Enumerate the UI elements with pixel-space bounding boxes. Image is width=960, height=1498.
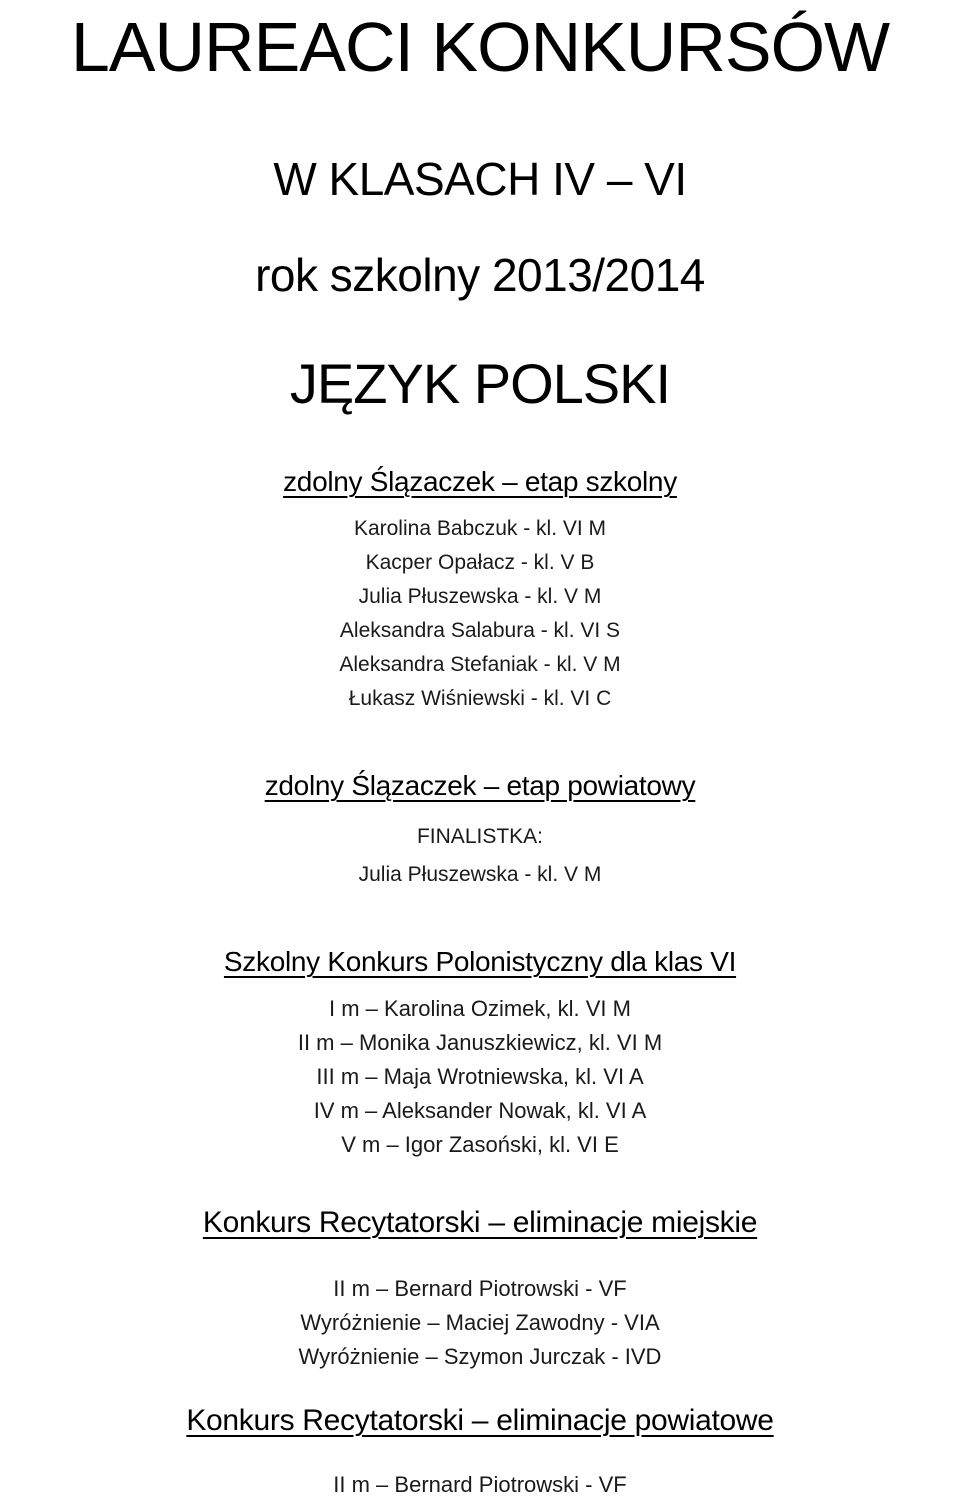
list-item: IV m – Aleksander Nowak, kl. VI A <box>313 1098 647 1123</box>
list-item: I m – Karolina Ozimek, kl. VI M <box>329 996 631 1021</box>
school-year-subtitle: rok szkolny 2013/2014 <box>255 249 705 301</box>
list-item: V m – Igor Zasoński, kl. VI E <box>341 1132 619 1157</box>
list-item: II m – Monika Januszkiewicz, kl. VI M <box>297 1030 663 1055</box>
list-item: Wyróżnienie – Maciej Zawodny - VIA <box>300 1310 660 1335</box>
list-item: III m – Maja Wrotniewska, kl. VI A <box>316 1064 644 1089</box>
list-item: II m – Bernard Piotrowski - VF <box>333 1276 627 1301</box>
list-item: Aleksandra Stefaniak - kl. V M <box>339 653 621 676</box>
list-item: Karolina Babczuk - kl. VI M <box>353 517 607 540</box>
list-item: II m – Bernard Piotrowski - VF <box>333 1472 627 1497</box>
finalist-label: FINALISTKA: <box>416 825 544 848</box>
page-title: LAUREACI KONKURSÓW <box>70 8 890 86</box>
section-heading-polonistic-contest: Szkolny Konkurs Polonistyczny dla klas VI <box>223 946 737 977</box>
list-item: Wyróżnienie – Szymon Jurczak - IVD <box>298 1344 662 1369</box>
classes-subtitle: W KLASACH IV – VI <box>273 153 687 205</box>
section-heading-district-stage: zdolny Ślązaczek – etap powiatowy <box>264 770 696 801</box>
list-item: Łukasz Wiśniewski - kl. VI C <box>348 687 612 710</box>
subject-heading: JĘZYK POLSKI <box>289 352 671 415</box>
list-item: Julia Płuszewska - kl. V M <box>358 585 602 608</box>
list-item: Aleksandra Salabura - kl. VI S <box>339 619 621 642</box>
list-item: Kacper Opałacz - kl. V B <box>365 551 595 574</box>
section-heading-school-stage: zdolny Ślązaczek – etap szkolny <box>283 466 677 497</box>
section-heading-recitation-district: Konkurs Recytatorski – eliminacje powiatowe <box>186 1404 774 1437</box>
list-item: Julia Płuszewska - kl. V M <box>358 863 602 886</box>
section-heading-recitation-city: Konkurs Recytatorski – eliminacje miejskie <box>202 1206 758 1239</box>
